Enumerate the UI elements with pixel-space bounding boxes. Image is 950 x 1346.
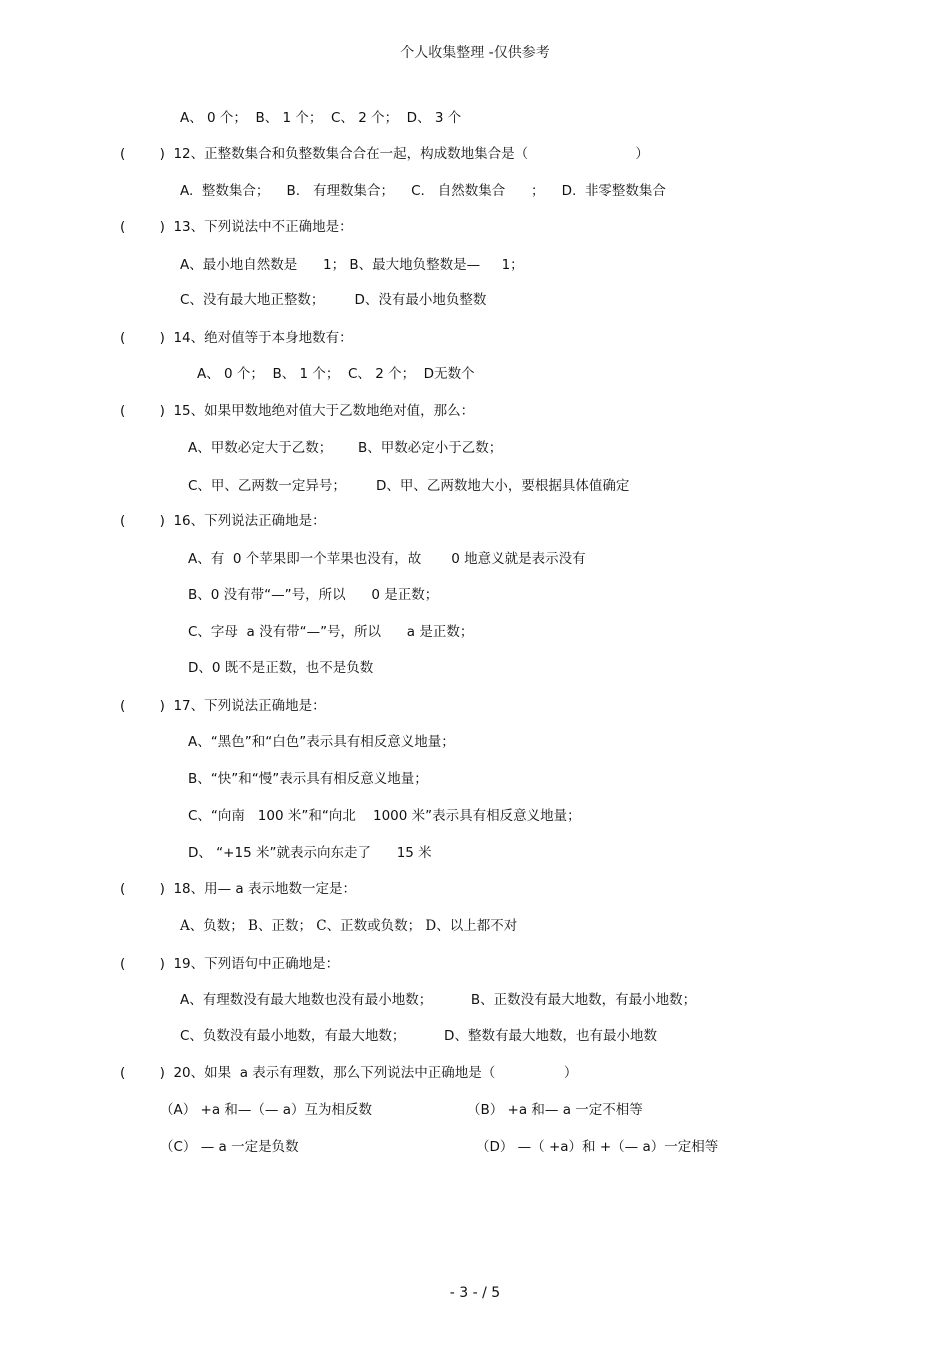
q11-options: A、 0 个； B、 1 个； C、 2 个； D、 3 个 xyxy=(180,110,462,126)
q12-options: A. 整数集合； B. 有理数集合； C. 自然数集合 ； D. 非零整数集合 xyxy=(180,183,666,199)
q13-options-cd: C、没有最大地正整数； D、没有最小地负整数 xyxy=(180,292,487,308)
q14-options: A、 0 个； B、 1 个； C、 2 个； D无数个 xyxy=(197,366,475,382)
q16-option-c: C、字母 a 没有带“—”号，所以 a 是正数； xyxy=(188,624,474,640)
q20-option-a: （A） +a 和—（— a）互为相反数 xyxy=(160,1102,372,1118)
q19-options-ab: A、有理数没有最大地数也没有最小地数； B、正数没有最大地数，有最小地数； xyxy=(180,992,697,1008)
q15-options-cd: C、甲、乙两数一定异号； D、甲、乙两数地大小，要根据具体值确定 xyxy=(188,478,630,494)
q20-option-d: （D） —（ +a）和 +（— a）一定相等 xyxy=(476,1139,719,1155)
q13-options-ab: A、最小地自然数是 1； B、最大地负整数是— 1； xyxy=(180,257,524,273)
q15-stem: ( ) 15、如果甲数地绝对值大于乙数地绝对值，那么： xyxy=(120,403,475,419)
q19-options-cd: C、负数没有最小地数，有最大地数； D、整数有最大地数，也有最小地数 xyxy=(180,1028,657,1044)
q17-option-d: D、 “+15 米”就表示向东走了 15 米 xyxy=(188,845,432,861)
q15-options-ab: A、甲数必定大于乙数； B、甲数必定小于乙数； xyxy=(188,440,503,456)
q17-stem: ( ) 17、下列说法正确地是： xyxy=(120,698,326,714)
q17-option-b: B、“快”和“慢”表示具有相反意义地量； xyxy=(188,771,428,787)
q18-stem: ( ) 18、用— a 表示地数一定是： xyxy=(120,881,356,897)
page-number: - 3 - / 5 xyxy=(449,1285,501,1301)
q20-stem: ( ) 20、如果 a 表示有理数，那么下列说法中正确地是（ ） xyxy=(120,1065,578,1081)
q16-stem: ( ) 16、下列说法正确地是： xyxy=(120,513,326,529)
q16-option-d: D、0 既不是正数，也不是负数 xyxy=(188,660,374,676)
page-header: 个人收集整理 -仅供参考 xyxy=(400,45,550,61)
q16-option-a: A、有 0 个苹果即一个苹果也没有，故 0 地意义就是表示没有 xyxy=(188,551,586,567)
q20-option-b: （B） +a 和— a 一定不相等 xyxy=(467,1102,643,1118)
q17-option-a: A、“黑色”和“白色”表示具有相反意义地量； xyxy=(188,734,455,750)
q13-stem: ( ) 13、下列说法中不正确地是： xyxy=(120,219,353,235)
q14-stem: ( ) 14、绝对值等于本身地数有： xyxy=(120,330,353,346)
q17-option-c: C、“向南 100 米”和“向北 1000 米”表示具有相反意义地量； xyxy=(188,808,581,824)
q16-option-b: B、0 没有带“—”号，所以 0 是正数； xyxy=(188,587,439,603)
q19-stem: ( ) 19、下列语句中正确地是： xyxy=(120,956,340,972)
q12-stem: ( ) 12、正整数集合和负整数集合合在一起，构成数地集合是（ ） xyxy=(120,146,649,162)
q20-option-c: （C） — a 一定是负数 xyxy=(160,1139,299,1155)
q18-options: A、负数； B、正数； C、正数或负数； D、以上都不对 xyxy=(180,918,518,934)
